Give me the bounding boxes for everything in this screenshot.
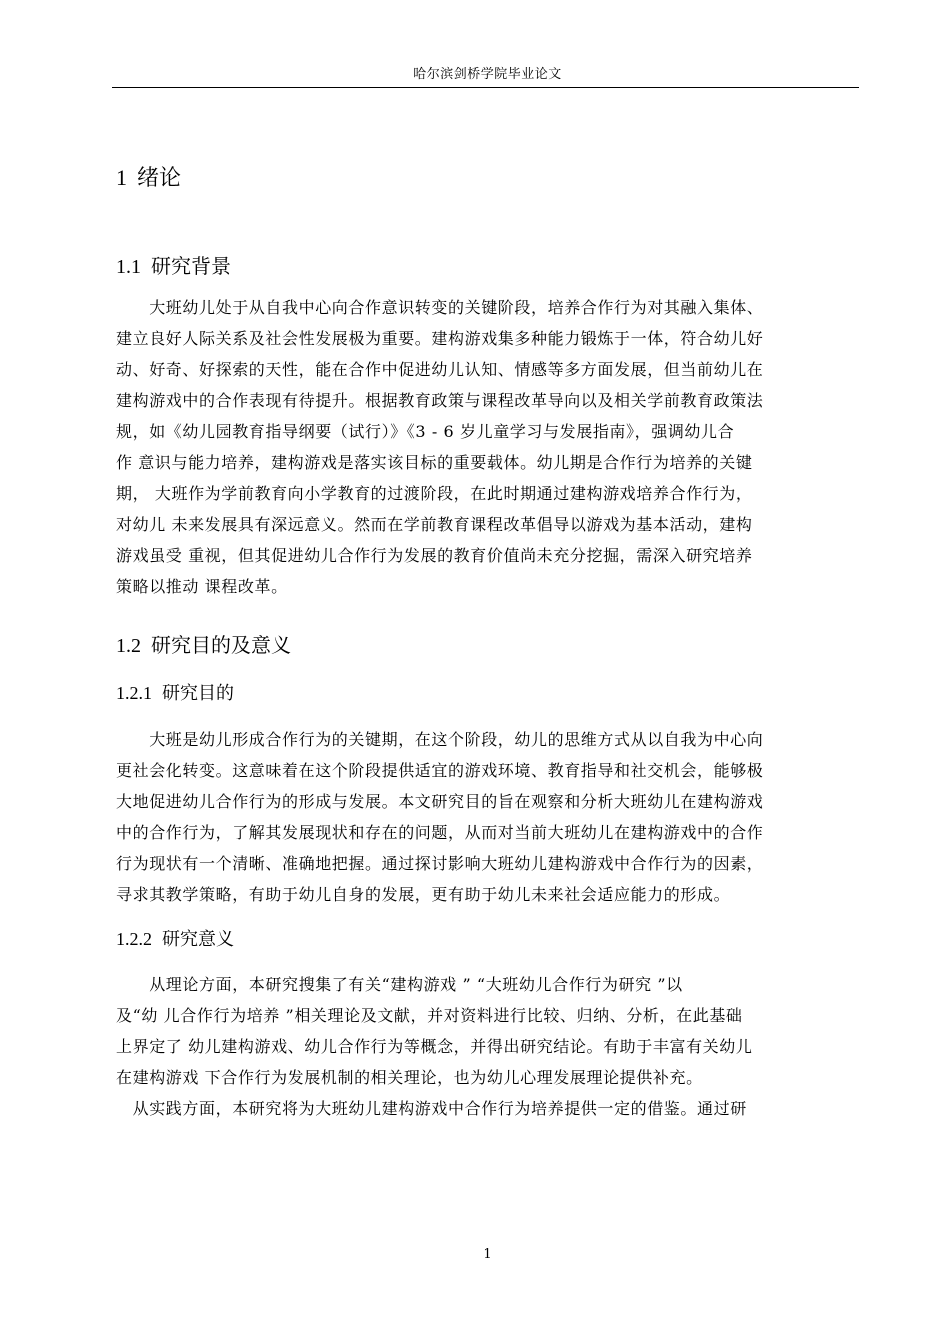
subsection-title: 研究目的 — [162, 683, 234, 704]
paragraph-line: 上界定了 幼儿建构游戏、幼儿合作行为等概念，并得出研究结论。有助于丰富有关幼儿 — [116, 1037, 753, 1056]
paragraph-line: 大地促进幼儿合作行为的形成与发展。本文研究目的旨在观察和分析大班幼儿在建构游戏 — [116, 792, 764, 811]
section-heading-1-1 — [116, 253, 231, 280]
section-1-2-2-paragraph — [116, 969, 861, 1124]
paragraph-line: 期， 大班作为学前教育向小学教育的过渡阶段，在此时期通过建构游戏培养合作行为， — [116, 484, 753, 503]
section-heading-1-2 — [116, 632, 291, 659]
paragraph-line: 作 意识与能力培养，建构游戏是落实该目标的重要载体。幼儿期是合作行为培养的关键 — [116, 453, 753, 472]
paragraph-line: 寻求其教学策略，有助于幼儿自身的发展，更有助于幼儿未来社会适应能力的形成。 — [116, 885, 731, 904]
paragraph-line: 大班是幼儿形成合作行为的关键期，在这个阶段，幼儿的思维方式从以自我为中心向 — [116, 730, 764, 749]
page-header-title: 哈尔滨剑桥学院毕业论文 — [413, 67, 562, 82]
section-number: 1.2 — [116, 635, 141, 657]
subsection-title: 研究意义 — [162, 929, 234, 950]
paragraph-line: 更社会化转变。这意味着在这个阶段提供适宜的游戏环境、教育指导和社交机会，能够极 — [116, 761, 764, 780]
paragraph-line: 及“幼 儿合作行为培养 ”相关理论及文献，并对资料进行比较、归纳、分析，在此基础 — [116, 1006, 743, 1025]
section-number: 1.1 — [116, 256, 141, 278]
section-1-1-paragraph — [116, 292, 861, 602]
subsection-number: 1.2.2 — [116, 929, 152, 949]
paragraph-line: 策略以推动 课程改革。 — [116, 577, 288, 596]
paragraph-line: 在建构游戏 下合作行为发展机制的相关理论，也为幼儿心理发展理论提供补充。 — [116, 1068, 703, 1087]
paragraph-line: 对幼儿 未来发展具有深远意义。然而在学前教育课程改革倡导以游戏为基本活动，建构 — [116, 515, 753, 534]
paragraph-line: 大班幼儿处于从自我中心向合作意识转变的关键阶段，培养合作行为对其融入集体、 — [116, 298, 764, 317]
paragraph-line: 建构游戏中的合作表现有待提升。根据教育政策与课程改革导向以及相关学前教育政策法 — [116, 391, 764, 410]
paragraph-line: 从理论方面，本研究搜集了有关“建构游戏 ” “大班幼儿合作行为研究 ”以 — [116, 975, 683, 994]
paragraph-line: 从实践方面，本研究将为大班幼儿建构游戏中合作行为培养提供一定的借鉴。通过研 — [116, 1099, 747, 1118]
chapter-heading — [116, 164, 181, 193]
header-divider — [112, 87, 859, 88]
page-number: 1 — [483, 1247, 492, 1262]
paragraph-line: 规，如《幼儿园教育指导纲要（试行）》《3 - 6 岁儿童学习与发展指南》，强调幼儿合 — [116, 422, 735, 441]
section-1-2-1-paragraph — [116, 724, 861, 910]
paragraph-line: 行为现状有一个清晰、准确地把握。通过探讨影响大班幼儿建构游戏中合作行为的因素， — [116, 854, 764, 873]
subsection-heading-1-2-1 — [116, 681, 234, 706]
subsection-number: 1.2.1 — [116, 683, 152, 703]
paragraph-line: 游戏虽受 重视，但其促进幼儿合作行为发展的教育价值尚未充分挖掘，需深入研究培养 — [116, 546, 753, 565]
paragraph-line: 建立良好人际关系及社会性发展极为重要。建构游戏集多种能力锻炼于一体，符合幼儿好 — [116, 329, 764, 348]
chapter-title: 绪论 — [137, 166, 182, 191]
chapter-number: 1 — [116, 165, 127, 190]
paragraph-line: 中的合作行为，了解其发展现状和存在的问题，从而对当前大班幼儿在建构游戏中的合作 — [116, 823, 764, 842]
subsection-heading-1-2-2 — [116, 927, 234, 952]
section-title: 研究目的及意义 — [151, 633, 291, 657]
section-title: 研究背景 — [151, 254, 231, 278]
paragraph-line: 动、好奇、好探索的天性，能在合作中促进幼儿认知、情感等多方面发展，但当前幼儿在 — [116, 360, 764, 379]
